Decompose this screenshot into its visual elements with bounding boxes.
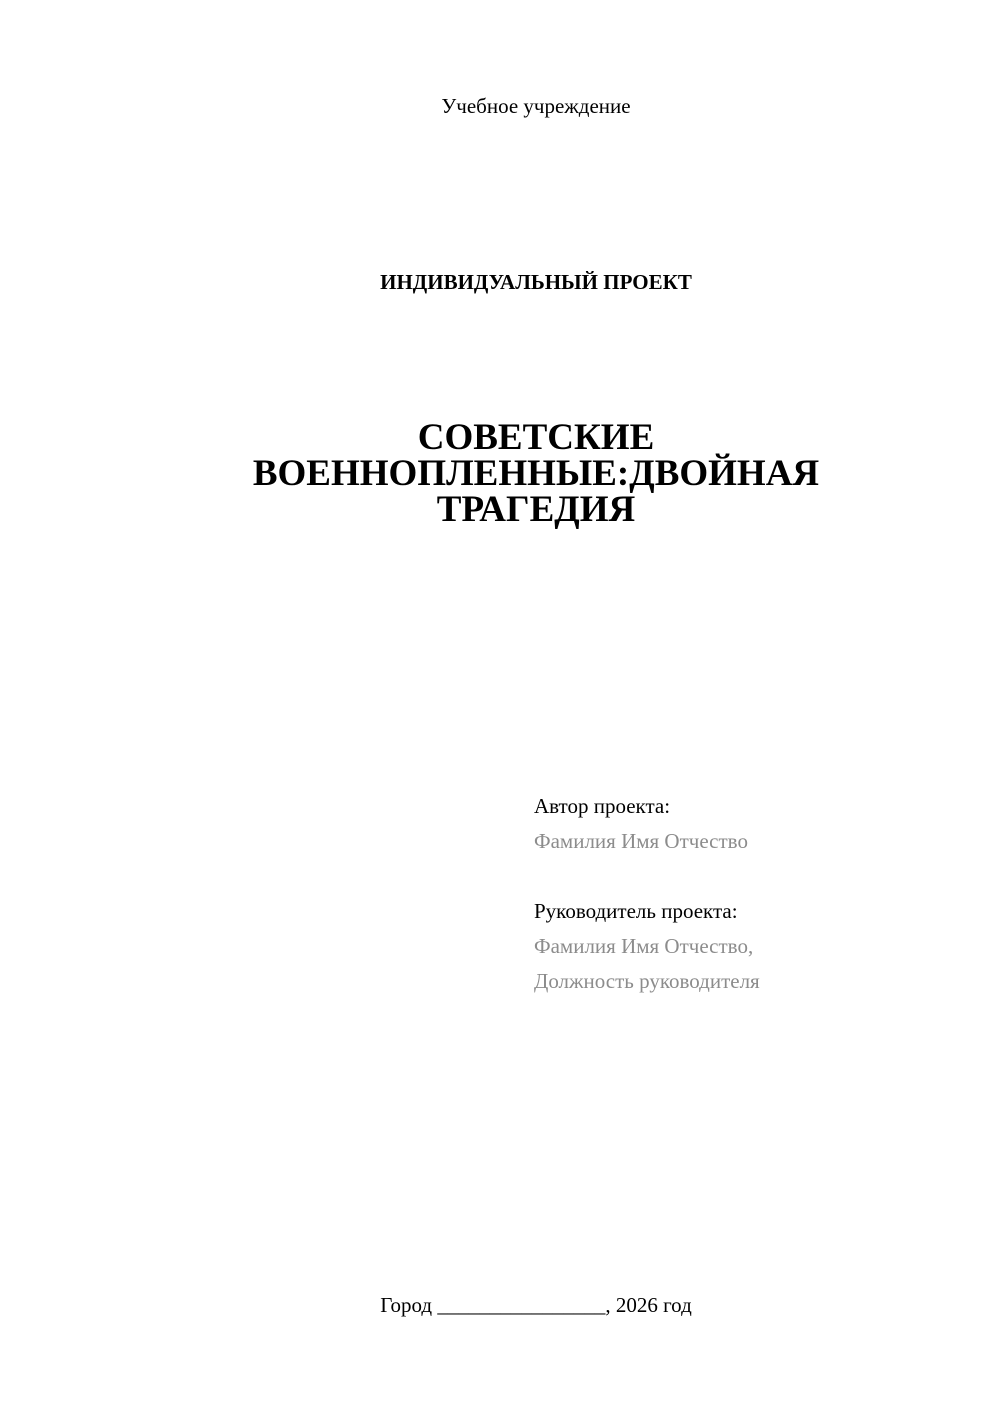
credits-block [534,789,974,999]
city-year-line: Город ________________, 2026 год [380,1293,692,1317]
project-type-heading: ИНДИВИДУАЛЬНЫЙ ПРОЕКТ [380,270,692,294]
institution-name: Учебное учреждение [441,94,631,118]
supervisor-name: Фамилия Имя Отчество, [534,934,754,958]
author-name: Фамилия Имя Отчество [534,829,748,853]
project-title-line-1: СОВЕТСКИЕ [417,417,655,458]
supervisor-position: Должность руководителя [534,969,760,993]
project-title-line-3: ТРАГЕДИЯ [436,489,636,530]
credits-spacer [534,859,974,894]
supervisor-label: Руководитель проекта: [534,899,738,923]
project-title [0,417,1000,530]
author-label: Автор проекта: [534,794,671,818]
project-title-line-2: ВОЕННОПЛЕННЫЕ:ДВОЙНАЯ [252,453,820,494]
